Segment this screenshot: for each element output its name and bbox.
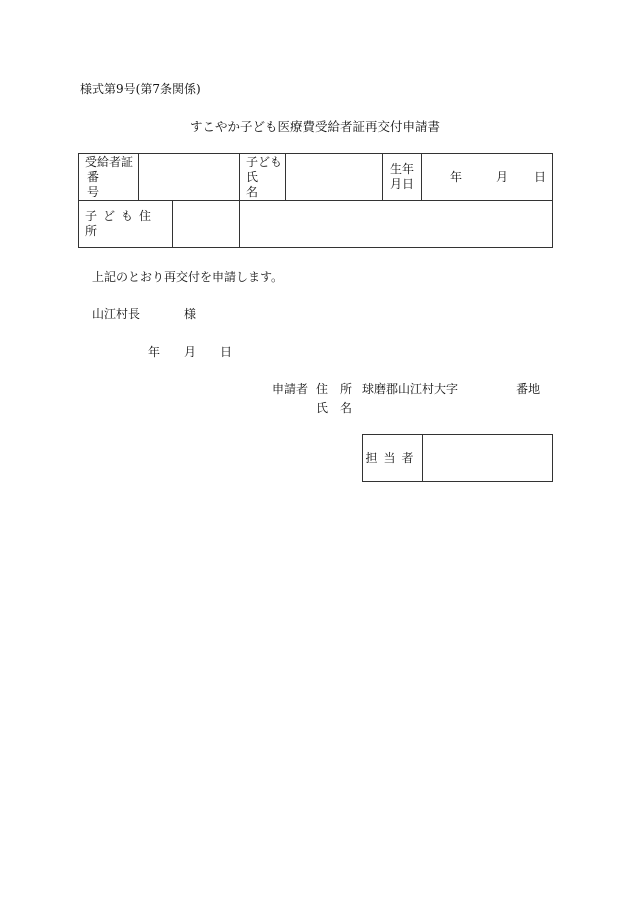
child-address-row [79,201,240,248]
applicant-name-line [316,401,352,415]
cert-number-label: 受給者証 番 号 [79,154,139,201]
form-number: 様式第9号(第7条関係) [80,82,201,96]
cert-number-field[interactable] [139,154,240,201]
addressee [92,307,197,321]
applicant-address-line [272,382,540,396]
statement-text: 上記のとおり再交付を申請します。 [92,270,284,284]
application-date [148,345,232,359]
address-label-a: 住 [316,382,329,396]
birthdate-label: 生年 月日 [383,154,422,201]
address-label-b: 所 [340,382,353,396]
birth-month-unit: 月 [495,169,508,184]
birthdate-field[interactable] [422,154,553,201]
address-suffix: 番地 [516,382,541,396]
application-table [78,153,553,248]
document-title: すこやか子ども医療費受給者証再交付申請書 [189,119,440,134]
date-month-unit: 月 [184,345,197,359]
birth-year-unit: 年 [449,169,462,184]
child-name-field[interactable] [286,154,383,201]
child-name-label: 子ども 氏 名 [240,154,286,201]
date-day-unit: 日 [220,345,233,359]
name-label-a: 氏 [316,401,329,415]
birth-day-unit: 日 [533,169,546,184]
addressee-name: 山江村長 [92,307,141,321]
addressee-honorific: 様 [184,307,197,321]
address-prefix: 球磨郡山江村大字 [362,382,459,396]
name-label-b: 名 [340,401,353,415]
staff-box [362,434,553,482]
staff-field[interactable] [423,435,553,482]
applicant-label: 申請者 [272,382,309,396]
date-year-unit: 年 [148,345,161,359]
child-address-field[interactable] [240,201,553,248]
child-address-label: 子ども住所 [79,201,173,247]
staff-label: 担当者 [363,435,423,482]
